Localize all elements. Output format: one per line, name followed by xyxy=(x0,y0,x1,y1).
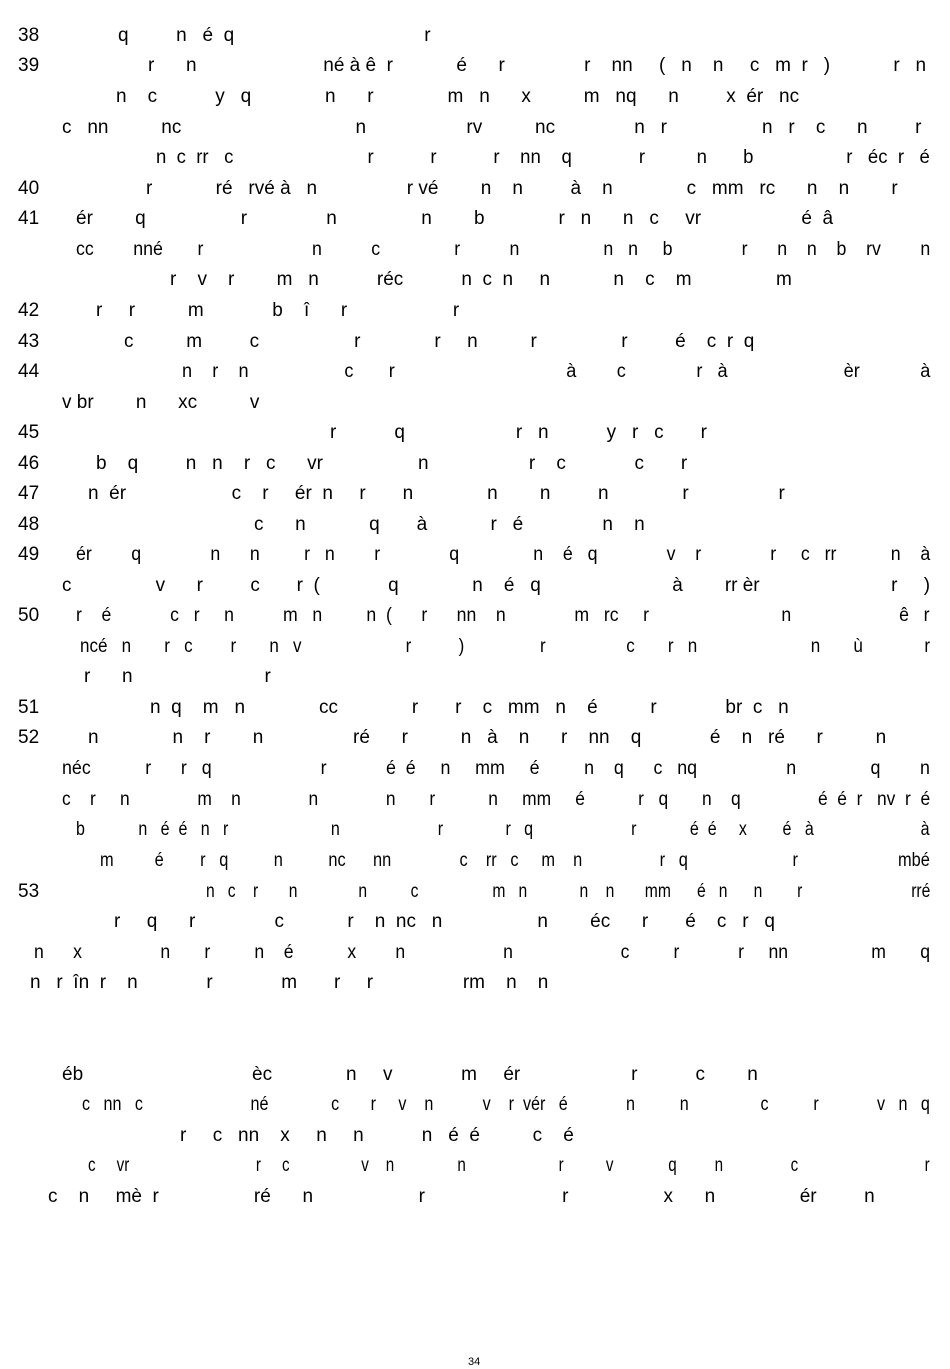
line-text: r ré rvé à n r vé n n à n c mm rc n n r xyxy=(146,178,898,199)
line-text: b n é é n r n r r q r é é x é à à xyxy=(76,819,930,840)
line-text: r r m b î r r xyxy=(96,300,460,321)
line-number: 42 xyxy=(18,300,40,321)
line-text: c v r c r ( q n é q à rr èr r ) xyxy=(62,575,930,596)
line-number: 53 xyxy=(18,881,40,902)
line-text: r c nn x n n n é é c é xyxy=(180,1125,574,1146)
line-text: n n r n ré r n à n r nn q é n ré r n xyxy=(88,727,887,748)
line-text: r q r n y r c r xyxy=(330,422,707,443)
line-text: c n q à r é n n xyxy=(254,514,645,535)
line-number: 49 xyxy=(18,544,40,565)
line-number: 41 xyxy=(18,208,40,229)
line-text: b q n n r c vr n r c c r xyxy=(96,453,688,474)
page-number: 34 xyxy=(468,1356,481,1368)
line-text: ncé n r c r n v r ) r c r n n ù r xyxy=(80,636,931,657)
line-number: 48 xyxy=(18,514,40,535)
line-number: 52 xyxy=(18,727,40,748)
line-text: c r n m n n n r n mm é r q n q é é r nv r é xyxy=(62,789,931,810)
line-number: 38 xyxy=(18,25,40,46)
line-text: n q m n cc r r c mm n é r br c n xyxy=(150,697,789,718)
line-text: n c r n n c m n n n mm é n n r rré xyxy=(206,881,931,902)
line-text: m é r q n nc nn c rr c m n r q r mbé xyxy=(100,850,930,871)
line-text: n ér c r ér n r n n n n r r xyxy=(88,483,785,504)
line-text: r n né à ê r é r r nn ( n n c m r ) r n xyxy=(148,55,927,76)
line-text: c n mè r ré n r r x n ér n xyxy=(48,1186,875,1207)
line-number: 51 xyxy=(18,697,40,718)
line-text: r n r xyxy=(84,666,271,687)
line-text: q n é q r xyxy=(118,25,431,46)
line-text: éb èc n v m ér r c n xyxy=(62,1064,758,1085)
line-text: n r n c r à c r à èr à xyxy=(182,361,931,382)
line-number: 46 xyxy=(18,453,40,474)
line-text: n r în r n r m r r rm n n xyxy=(30,972,549,993)
line-number: 45 xyxy=(18,422,40,443)
line-text: c vr r c v n n r v q n c r xyxy=(88,1155,930,1176)
line-text: v br n xc v xyxy=(62,392,260,413)
line-text: r é c r n m n n ( r nn n m rc r n ê r xyxy=(76,605,930,626)
line-text: c nn c né c r v n v r vér é n n c r v n q xyxy=(82,1094,930,1115)
line-number: 43 xyxy=(18,331,40,352)
line-text: r v r m n réc n c n n n c m m xyxy=(170,269,792,290)
line-number: 44 xyxy=(18,361,40,382)
line-number: 47 xyxy=(18,483,40,504)
line-text: r q r c r n nc n n éc r é c r q xyxy=(114,911,775,932)
line-text: cc nné r n c r n n n b r n n b rv n xyxy=(76,239,931,260)
line-text: c nn nc n rv nc n r n r c n r xyxy=(62,117,922,138)
line-text: néc r r q r é é n mm é n q c nq n q n xyxy=(62,758,930,779)
line-number: 40 xyxy=(18,178,40,199)
line-text: n c y q n r m n x m nq n x ér nc xyxy=(116,86,800,107)
line-number: 50 xyxy=(18,605,40,626)
line-text: ér q r n n b r n n c vr é â xyxy=(76,208,834,229)
line-text: c m c r r n r r é c r q xyxy=(124,331,755,352)
line-text: n x n r n é x n n c r r nn m q xyxy=(34,942,931,963)
line-text: ér q n n r n r q n é q v r r c rr n à xyxy=(76,544,931,565)
line-number: 39 xyxy=(18,55,40,76)
line-text: n c rr c r r r nn q r n b r éc r é xyxy=(156,147,930,168)
